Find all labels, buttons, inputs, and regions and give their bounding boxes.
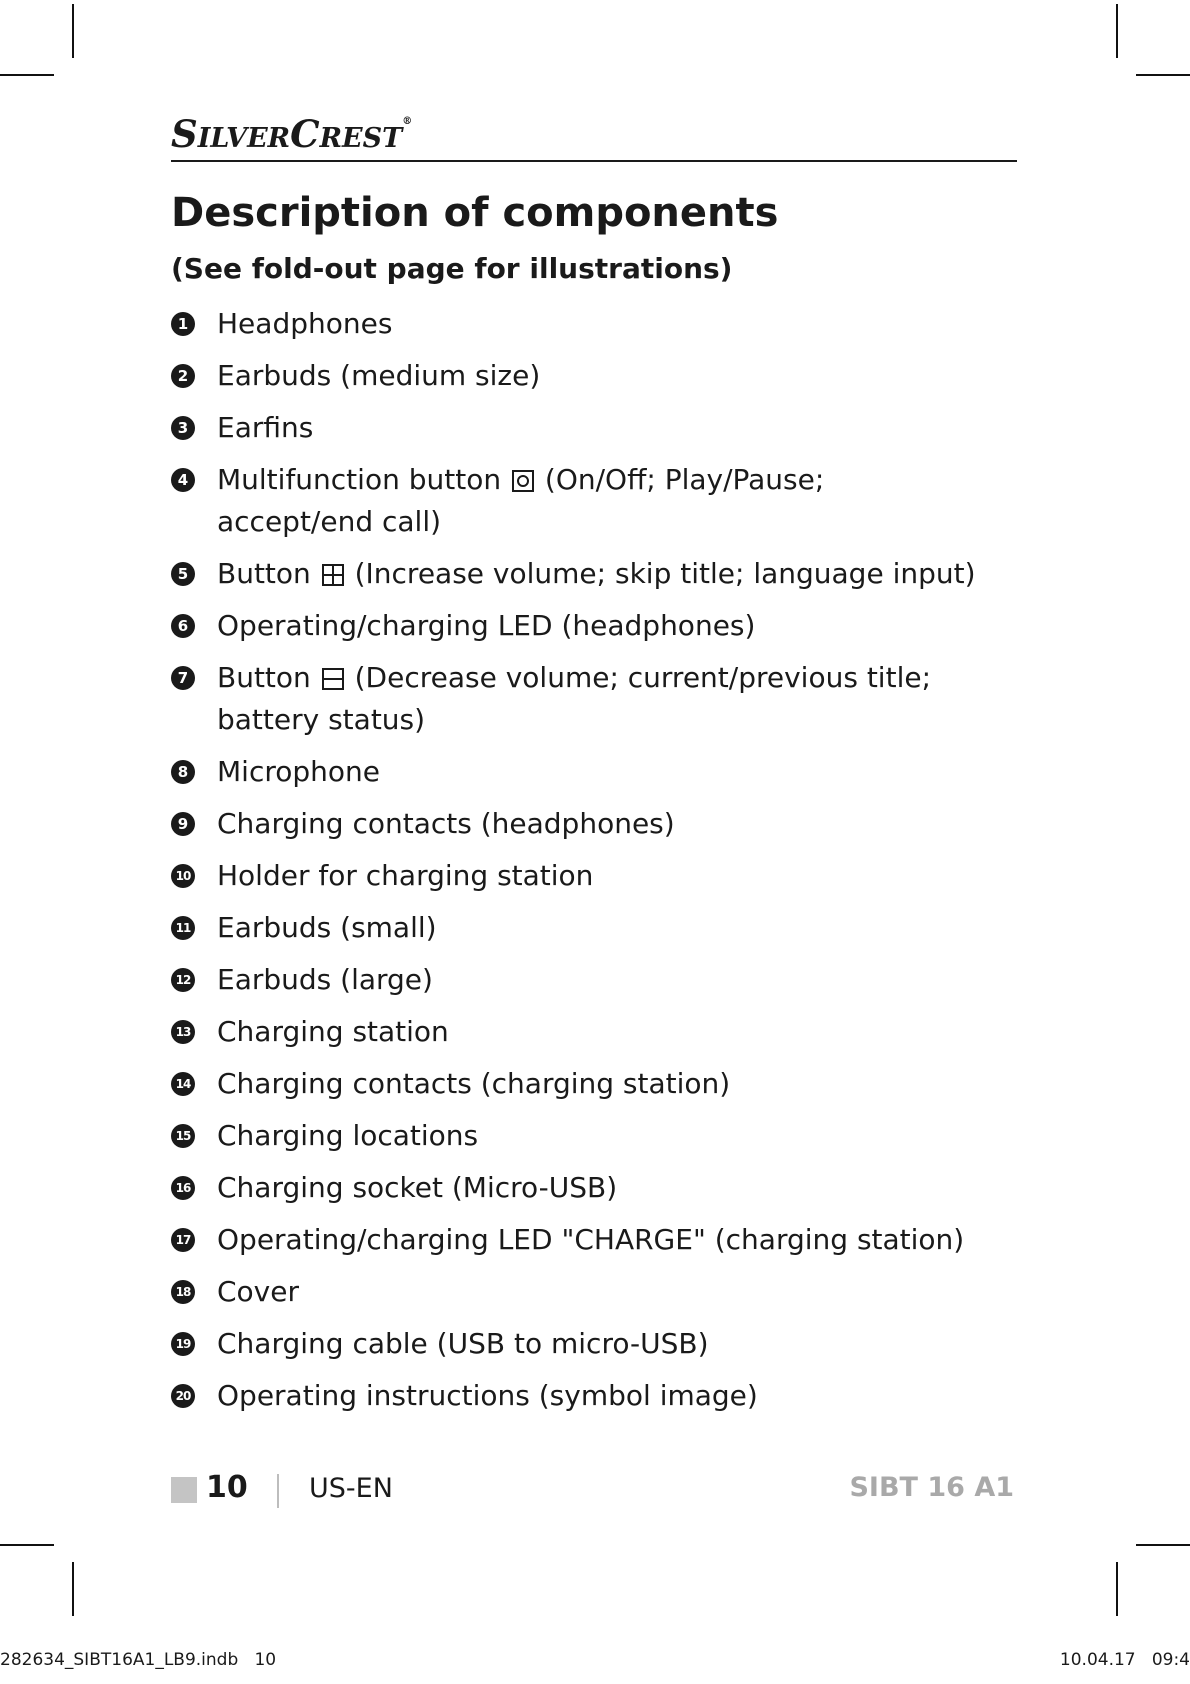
item-text: Earbuds (small) (217, 911, 437, 944)
item-text: Earbuds (large) (217, 963, 433, 996)
crop-mark (1116, 4, 1118, 58)
item-text: Multifunction button (On/Off; Play/Pause; (217, 463, 825, 496)
footer-divider (277, 1474, 279, 1508)
item-text: Earbuds (medium size) (217, 359, 541, 392)
item-number: 1 (171, 312, 195, 336)
print-slug-datetime: 10.04.17 09:4 (1059, 1650, 1190, 1670)
print-slug-file: 282634_SIBT16A1_LB9.indb 10 (0, 1650, 277, 1670)
crop-mark (0, 1544, 54, 1546)
item-text: Charging contacts (headphones) (217, 807, 675, 840)
item-number: 4 (171, 468, 195, 492)
item-number: 17 (171, 1228, 195, 1252)
item-number: 7 (171, 666, 195, 690)
item-text: Charging cable (USB to micro-USB) (217, 1327, 709, 1360)
item-number: 14 (171, 1072, 195, 1096)
item-number: 5 (171, 562, 195, 586)
item-number: 9 (171, 812, 195, 836)
page-subtitle: (See fold-out page for illustrations) (171, 252, 733, 285)
item-number: 3 (171, 416, 195, 440)
page-number: 10 (206, 1470, 248, 1505)
crop-mark (72, 1562, 74, 1616)
item-text: Charging locations (217, 1119, 479, 1152)
crop-mark (0, 74, 54, 76)
item-text-line2: accept/end call) (217, 505, 442, 538)
header-rule (171, 160, 1017, 162)
item-text: Holder for charging station (217, 859, 594, 892)
page-title: Description of components (171, 190, 779, 236)
item-number: 10 (171, 864, 195, 888)
crop-mark (1136, 74, 1190, 76)
item-text: Charging station (217, 1015, 449, 1048)
item-number: 15 (171, 1124, 195, 1148)
item-text: Cover (217, 1275, 299, 1308)
brand-logo: SILVERCREST® (171, 112, 413, 156)
language-code: US-EN (309, 1473, 393, 1504)
item-text: Button (Increase volume; skip title; language input) (217, 557, 976, 590)
item-number: 19 (171, 1332, 195, 1356)
item-number: 18 (171, 1280, 195, 1304)
item-text: Earfins (217, 411, 314, 444)
item-text-line2: battery status) (217, 703, 426, 736)
item-text: Operating/charging LED "CHARGE" (charging station) (217, 1223, 965, 1256)
item-number: 8 (171, 760, 195, 784)
minus-button-icon (322, 668, 344, 690)
item-text: Operating instructions (symbol image) (217, 1379, 758, 1412)
item-text: Headphones (217, 307, 393, 340)
item-number: 6 (171, 614, 195, 638)
item-number: 13 (171, 1020, 195, 1044)
item-number: 16 (171, 1176, 195, 1200)
item-number: 11 (171, 916, 195, 940)
item-text: Operating/charging LED (headphones) (217, 609, 756, 642)
item-text: Button (Decrease volume; current/previous title; (217, 661, 932, 694)
plus-button-icon (322, 564, 344, 586)
crop-mark (1136, 1544, 1190, 1546)
model-number: SIBT 16 A1 (849, 1472, 1014, 1503)
item-number: 20 (171, 1384, 195, 1408)
footer-marker (171, 1477, 197, 1503)
crop-mark (1116, 1562, 1118, 1616)
onoff-button-icon (512, 470, 534, 492)
crop-mark (72, 4, 74, 58)
item-text: Charging contacts (charging station) (217, 1067, 731, 1100)
item-text: Charging socket (Micro-USB) (217, 1171, 618, 1204)
item-text: Microphone (217, 755, 380, 788)
item-number: 12 (171, 968, 195, 992)
item-number: 2 (171, 364, 195, 388)
